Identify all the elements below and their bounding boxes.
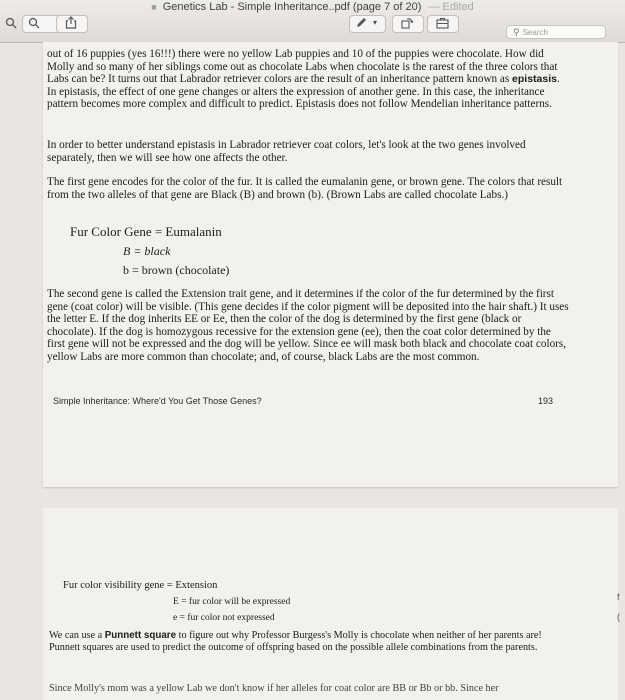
allele-E-line: E = fur color will be expressed bbox=[173, 597, 291, 607]
toolbox-icon[interactable] bbox=[434, 14, 450, 31]
paragraph-two-genes: In order to better understand epistasis in Labrador retriever coat colors, let's look at the two genes involved separately, then we will see how one affects the other. bbox=[47, 139, 526, 164]
cutoff-line: Since Molly's mom was a yellow Lab we don't know if her alleles for coat color are BB or Bb or bb. Since her bbox=[49, 683, 499, 694]
para5-start: We can use a bbox=[49, 630, 103, 641]
zoom-out-icon[interactable] bbox=[27, 14, 41, 31]
window-title: Genetics Lab - Simple Inheritance..pdf (page 7 of 20) bbox=[162, 1, 422, 13]
search-input[interactable] bbox=[506, 25, 606, 39]
pdf-file-icon: ■ bbox=[151, 2, 157, 12]
paragraph-molly-puppies bbox=[47, 48, 569, 111]
para1-rest-text: . In epistasis, the effect of one gene changes or alters the expression of another gene. In this case, the inheritance pattern becomes more complex and difficult to predict. Epistasis does not follow Mendelian inheritance patterns. bbox=[47, 73, 560, 111]
window-title-bar bbox=[0, 1, 625, 13]
search-icon: ⚲ bbox=[513, 26, 520, 37]
edited-label: Edited bbox=[442, 1, 474, 13]
page-footer-title: Simple Inheritance: Where'd You Get Those Genes? bbox=[53, 396, 262, 406]
pdf-page-194 bbox=[43, 508, 618, 700]
rotate-icon[interactable] bbox=[399, 14, 415, 31]
search-placeholder: Search bbox=[522, 27, 548, 37]
chevron-down-icon[interactable]: ▾ bbox=[372, 18, 377, 27]
pen-icon[interactable] bbox=[354, 14, 368, 31]
gene-title-eumalanin: Fur Color Gene = Eumalanin bbox=[70, 224, 222, 239]
pdf-page-193 bbox=[43, 42, 618, 487]
edge-mark: f bbox=[617, 592, 620, 602]
paragraph-eumalanin: The first gene encodes for the color of the fur. It is called the eumalanin gene, or brown gene. The colors that result from the two alleles of that gene are Black (B) and brown (b). (Brown Labs are called chocolate Labs.) bbox=[47, 176, 563, 201]
allele-b-line: b = brown (chocolate) bbox=[123, 263, 230, 277]
paragraph-punnett bbox=[49, 630, 549, 654]
para1-text: out of 16 puppies (yes 16!!!) there were no yellow Lab puppies and 10 of the puppies were chocolate. How did Molly and so many of her siblings come out as chocolate Labs when chocolate is the rarest of the three colors that Labs can be? It turns out that Labrador retriever colors are the result of an inheritance pattern known as bbox=[47, 48, 558, 86]
para5-rest: to figure out why Professor Burgess's Molly is chocolate when neither of her parents are! Punnett squares are used to predict the outcome of offspring based on the possible allele combinations from the parents. bbox=[49, 630, 542, 653]
gene-title-extension: Fur color visibility gene = Extension bbox=[63, 580, 218, 591]
paragraph-extension-gene: The second gene is called the Extension trait gene, and it determines if the color of the fur determined by the first gene (coat color) will be visible. (This gene decides if the color pigment will be deposited into the hair shaft.) It uses the letter E. If the dog inherits EE or Ee, then the color of the dog is determined by the first gene (black or chocolate). If the dog is homozygous recessive for the extension gene (ee), then the coat color determined by the first gene will not be expressed and the dog will be yellow. Since ee will mask both black and chocolate coat colors, yellow Labs are more common than chocolate; and, of course, black Labs are the most common. bbox=[47, 288, 569, 363]
edited-status: — Edited bbox=[428, 1, 474, 13]
sidebar-icon[interactable] bbox=[4, 14, 18, 31]
allele-B-line: B = black bbox=[123, 244, 171, 258]
term-punnett-square: Punnett square bbox=[104, 630, 177, 641]
allele-e-line: e = fur color not expressed bbox=[173, 613, 275, 623]
page-number: 193 bbox=[538, 396, 554, 406]
toolbar bbox=[0, 0, 625, 43]
edge-mark: ( bbox=[617, 612, 620, 622]
share-icon[interactable] bbox=[63, 14, 79, 31]
term-epistasis: epistasis bbox=[512, 73, 557, 86]
